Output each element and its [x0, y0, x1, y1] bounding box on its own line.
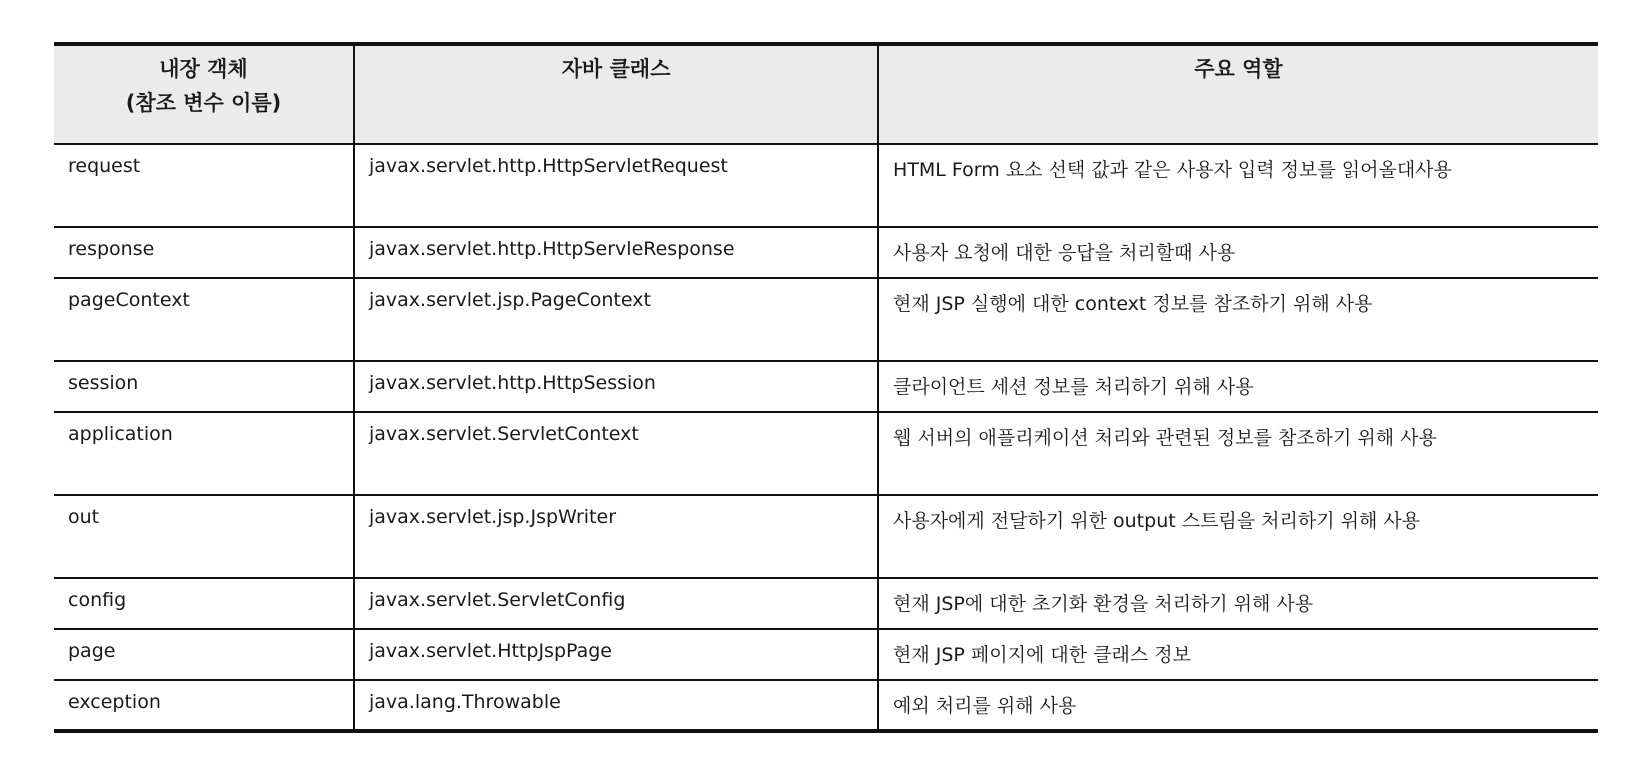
cell-object: page: [54, 629, 354, 680]
cell-class: javax.servlet.ServletContext: [354, 412, 878, 495]
jsp-implicit-objects-table: [54, 42, 1598, 733]
header-class: 자바 클래스: [354, 44, 878, 144]
table-row: [54, 680, 1598, 731]
cell-class: javax.servlet.HttpJspPage: [354, 629, 878, 680]
cell-role: 현재 JSP 페이지에 대한 클래스 정보: [878, 629, 1598, 680]
cell-object: out: [54, 495, 354, 578]
cell-class: javax.servlet.jsp.PageContext: [354, 278, 878, 361]
cell-class: javax.servlet.http.HttpServletRequest: [354, 144, 878, 227]
cell-object: response: [54, 227, 354, 278]
cell-object: pageContext: [54, 278, 354, 361]
cell-role: 현재 JSP 실행에 대한 context 정보를 참조하기 위해 사용: [878, 278, 1598, 361]
header-role: 주요 역할: [878, 44, 1598, 144]
cell-role: 사용자 요청에 대한 응답을 처리할때 사용: [878, 227, 1598, 278]
cell-object: config: [54, 578, 354, 629]
cell-object: application: [54, 412, 354, 495]
table-row: [54, 361, 1598, 412]
cell-role: 사용자에게 전달하기 위한 output 스트림을 처리하기 위해 사용: [878, 495, 1598, 578]
cell-class: java.lang.Throwable: [354, 680, 878, 731]
table-row: [54, 629, 1598, 680]
cell-class: javax.servlet.http.HttpSession: [354, 361, 878, 412]
header-object-line2: (참조 변수 이름): [125, 91, 282, 115]
cell-class: javax.servlet.ServletConfig: [354, 578, 878, 629]
cell-object: session: [54, 361, 354, 412]
table-row: [54, 227, 1598, 278]
cell-role: 웹 서버의 애플리케이션 처리와 관련된 정보를 참조하기 위해 사용: [878, 412, 1598, 495]
cell-object: request: [54, 144, 354, 227]
header-row: [54, 44, 1598, 144]
cell-class: javax.servlet.http.HttpServleResponse: [354, 227, 878, 278]
cell-role: HTML Form 요소 선택 값과 같은 사용자 입력 정보를 읽어올대사용: [878, 144, 1598, 227]
cell-role: 예외 처리를 위해 사용: [878, 680, 1598, 731]
cell-role: 현재 JSP에 대한 초기화 환경을 처리하기 위해 사용: [878, 578, 1598, 629]
cell-object: exception: [54, 680, 354, 731]
table-row: [54, 144, 1598, 227]
table-row: [54, 412, 1598, 495]
table-row: [54, 578, 1598, 629]
header-object: [54, 44, 354, 144]
cell-role: 클라이언트 세션 정보를 처리하기 위해 사용: [878, 361, 1598, 412]
table-row: [54, 278, 1598, 361]
table-row: [54, 495, 1598, 578]
header-object-line1: 내장 객체: [159, 57, 248, 81]
cell-class: javax.servlet.jsp.JspWriter: [354, 495, 878, 578]
